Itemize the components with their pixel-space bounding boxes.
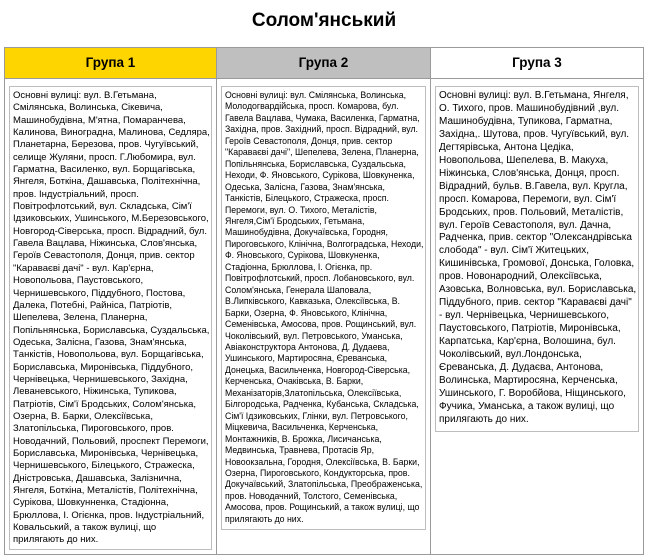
- group-header-2: Група 2: [217, 48, 430, 79]
- group-streets-1: Основні вулиці: вул. В.Гетьмана, Смілянська, Волинська, Сікевича, Машинобудівна, М'ятна, Помаранчева, Калинова, Виноградна, Малинова, Седляра, Планетарна, Березова, пров. Чугуївський, селище Жуляни, просп. Г.Любомира, вул. Гарматна, Василенко, вул. Борщагівська, Янгеля, Боткіна, Дашавська, Політехнічна, пров. Індустріальний, просп. Повітрофлотський, вул. Складська, Сім'ї Ідзиковських, Ушинського, М.Березовського, Новгород-Сіверська, просп. Відрадний, бул. Гавела Вацлава, Ніжинська, Слов'янська, Героїв Севастополя, Донця, прив. сектор "Караваєві дачі" - вул. Кар'єрна, Новопольова, Паустовського, Чернишевського, Піддубного, Постова, Далека, Потебні, Райніса, Патріотів, Шепелева, Зелена, Планерна, Попільнянська, Бориславська, Суздальська, Одеська, Залісна, Газова, Знам'янська, Тaнкістів, Новопольова, вул. Борщагівська, Бориславська, Миронівська, Піддубного, Чернівецька, Чернишевського, Західна, Леваневського, Ніжинська, Тупикова, Патріотів, Сім'ї Бродських, Солом'янська, Озерна, В. Барки, Олексіївська, Златопільська, Пироговського, пров. Новодачний, Польовий, проспект Перемоги, Бориславська, Миронівська, Чернівецька, Чернишевського, Білецького, Стражеска, Дністровська, Дашавська, Залізнична, Янгеля, Боткіна, Металістів, Політехнічна, Сурікова, Шовкунненка, Стадіонна, Брюллова, І. Огієнка, пров. Індустріальний, Ковальський, а також вулиці, що прилягають до них.: [13, 90, 210, 546]
- group-streets-2: Основні вулиці: вул. Смілянська, Волинська, Молодогвардійська, просп. Комарова, бул. Гавела Вацлава, Чумака, Василенка, Гарматна, Західна, пров. Західний, просп. Відрадний, вул. Героїв Севастополя, Донця, прив. сектор "Караваєві дачі", Шепелева, Зелена, Планерна, Попільнянська, Бориславська, Суздальська, Неходи, Ф. Яновського, Сурікова, Шовкуненка, Одеська, Залісна, Газова, Знам'янська, Танкістів, Білецького, Стражеска, просп. Перемоги, вул. О. Тихого, Металістів, Янгеля,Сім'ї Бродських, Гетьмана, Машинобудівна, Докучаївська, Городня, Пироговського, Клінічна, Волгоградська, Неходи, Ф. Яновського, Сурікова, Шовкуненка, Стадіонна, Брюллова, І. Огієнка, пр. Повітрофлотський, просп. Лобановського, вул. Солом'янська, Генерала Шаповала, В.Липківського, Кавказька, Олексіївська, В. Барки, Озерна, Ф. Яновського, Клінічна, Семенівська, Амосова, пров. Рощинський, вул. Чоколівський, вул. Петровського, Уманська, Авіаконструктора Антонова, Д. Дудаева, Ушинського, Мартиросяна, Єреванська, Донецька, Васильченка, Новгород-Сіверська, Керченська, Очаківська, В. Барки, Механізаторів,Златопільська, Олексіївська, Білгородська, Радченка, Кубанська, Складська, Сім'ї Ідзиковських, Глінки, вул. Петровського, Міцкевича, Васильченка, Керченська, Монтажників, В. Брожка, Лисичанська, Медвинська, Травнева, Протасів Яр, Новоокзальна, Городня, Олексіївська, В. Барки, Озерна, Пироговського, Кондукторська, пров. Докучаївський, Златопільська, Преображенська, пров. Новодачний, Толстого, Семенівська, Амосова, пров. Рощинський, а також вулиці, що прилягають до них.: [225, 90, 424, 524]
- group-streets-3: Основні вулиці: вул. В.Гетьмана, Янгеля, О. Тихого, пров. Машинобудівний ,вул. Машинобудівна, Тупикова, Гарматна, Західна,. Шутова, пров. Чугуївський, вул. Дегтярівська, Антона Цедіка, Новопольова, Шепелева, В. Макуха, Ніжинська, Слов'янська, Донця, просп. Відрадний, бульв. В.Гавела, вул. Кругла, просп. Комарова, Перемоги, вул. Сім'ї Бродських, пров. Польовий, Металістів, вул. Героїв Севастополя, вул. Дачна, Радченка, прив. сектор "Олександрівська слобода" - вул. Сім'ї Житецьких, Кишинівська, Громової, Донська, Головка, пров. Новонародний, Олексіївська, Азовська, Волновська, вул. Бориславська, Піддубного, прив. сектор "Караваєві дачі" - вул. Чернівецька, Чернишевського, Паустовського, Патріотів, Миронівська, Карпатська, Кар'єрна, Волошина, бул. Чоколівський, вул.Лондонська, Єреванська, Д. Дудаєва, Антонова, Волинська, Мартиросяна, Керченська, Ушинського, Г. Воробйова, Ніщинського, Фучика, Уманська, а також вулиці, що прилягають до них.: [439, 90, 637, 425]
- group-column-1: [4, 47, 217, 555]
- group-column-2: [217, 47, 431, 555]
- group-header-3: Група 3: [431, 48, 643, 79]
- group-header-1: Група 1: [5, 48, 216, 79]
- group-column-3: [431, 47, 644, 555]
- page-title: Солом'янський: [251, 10, 397, 31]
- groups-table: [4, 47, 644, 555]
